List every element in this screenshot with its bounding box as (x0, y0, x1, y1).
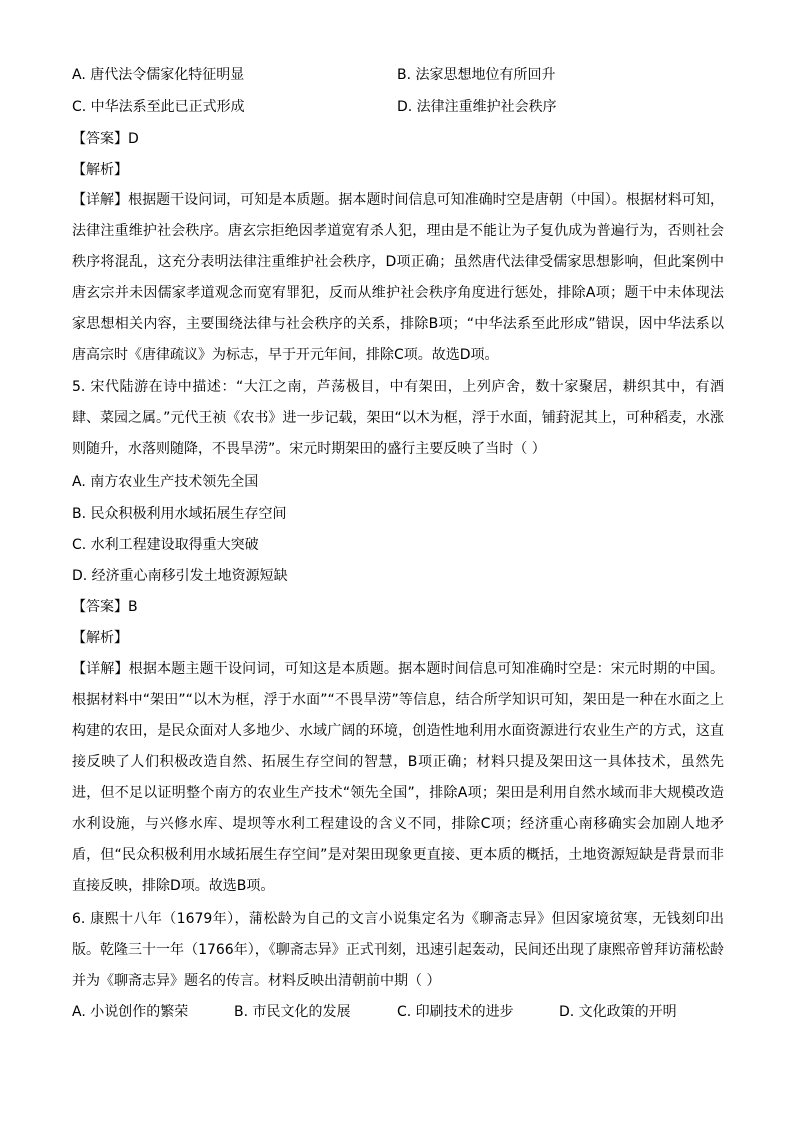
q4-answer: 【答案】D (72, 131, 139, 147)
q6-option-b: B. 市民文化的发展 (234, 1004, 351, 1020)
q5-option-b: B. 民众积极利用水域拓展生存空间 (72, 506, 287, 522)
q5-option-c: C. 水利工程建设取得重大突破 (72, 537, 259, 553)
q5-answer: 【答案】B (72, 599, 138, 615)
q6-option-c: C. 印刷技术的进步 (397, 1004, 514, 1020)
q4-option-c: C. 中华法系至此已正式形成 (72, 99, 245, 115)
q6-stem: 6. 康熙十八年（1679年），蒲松龄为自己的文言小说集定名为《聊斋志异》但因家境贫寒，无钱刻印出版。乾隆三十一年（1766年），《聊斋志异》正式刊刻，迅速引起轰动，民间还出现了康熙帝曾拜访蒲松龄并为《聊斋志异》题名的传言。材料反映出清朝前中期（ ） (72, 911, 724, 989)
q6-option-a: A. 小说创作的繁荣 (72, 1004, 189, 1020)
q4-option-a: A. 唐代法令儒家化特征明显 (72, 67, 245, 83)
q4-option-b: B. 法家思想地位有所回升 (397, 67, 556, 83)
q5-stem: 5. 宋代陆游在诗中描述：“大江之南，芦荡极目，中有架田，上列庐舍，数十家聚居，耕织其中，有酒肆、菜园之属。”元代王祯《农书》进一步记载，架田“以木为框，浮于水面，铺葑泥其上，可种稻麦，水涨则随升，水落则随降，不畏旱涝”。宋元时期架田的盛行主要反映了当时（ ） (72, 379, 724, 457)
q6-option-d: D. 文化政策的开明 (559, 1004, 677, 1020)
q4-option-d: D. 法律注重维护社会秩序 (397, 99, 557, 115)
q5-detail: 【详解】根据本题主题干设问词，可知这是本质题。据本题时间信息可知准确时空是：宋元时期的中国。根据材料中“架田”“以木为框，浮于水面”“不畏旱涝”等信息，结合所学知识可知，架田是一种在水面之上构建的农田，是民众面对人多地少、水域广阔的环境，创造性地利用水面资源进行农业生产的方式，这直接反映了人们积极改造自然、拓展生存空间的智慧，B项正确；材料只提及架田这一具体技术，虽然先进，但不足以证明整个南方的农业生产技术“领先全国”，排除A项；架田是利用自然水域而非大规模改造水利设施，与兴修水库、堤坝等水利工程建设的含义不同，排除C项；经济重心南移确实会加剧人地矛盾，但“民众积极利用水域拓展生存空间”是对架田现象更直接、更本质的概括，土地资源短缺是背景而非直接反映，排除D项。故选B项。 (72, 661, 724, 894)
q5-option-d: D. 经济重心南移引发土地资源短缺 (72, 568, 288, 584)
q6-options-row (72, 1002, 724, 1022)
q4-detail: 【详解】根据题干设问词，可知是本质题。据本题时间信息可知准确时空是唐朝（中国）。根据材料可知，法律注重维护社会秩序。唐玄宗拒绝因孝道宽宥杀人犯，理由是不能让为子复仇成为普遍行为，否则社会秩序将混乱，这充分表明法律注重维护社会秩序，D项正确；虽然唐代法律受儒家思想影响，但此案例中唐玄宗并未因儒家孝道观念而宽宥罪犯，反而从维护社会秩序角度进行惩处，排除A项；题干中未体现法家思想相关内容，主要围绕法律与社会秩序的关系，排除B项；“中华法系至此形成”错误，因中华法系以唐高宗时《唐律疏议》为标志，早于开元年间，排除C项。故选D项。 (72, 192, 724, 363)
q5-option-a: A. 南方农业生产技术领先全国 (72, 474, 259, 490)
q5-analysis-label: 【解析】 (72, 630, 128, 646)
q4-analysis-label: 【解析】 (72, 162, 128, 178)
